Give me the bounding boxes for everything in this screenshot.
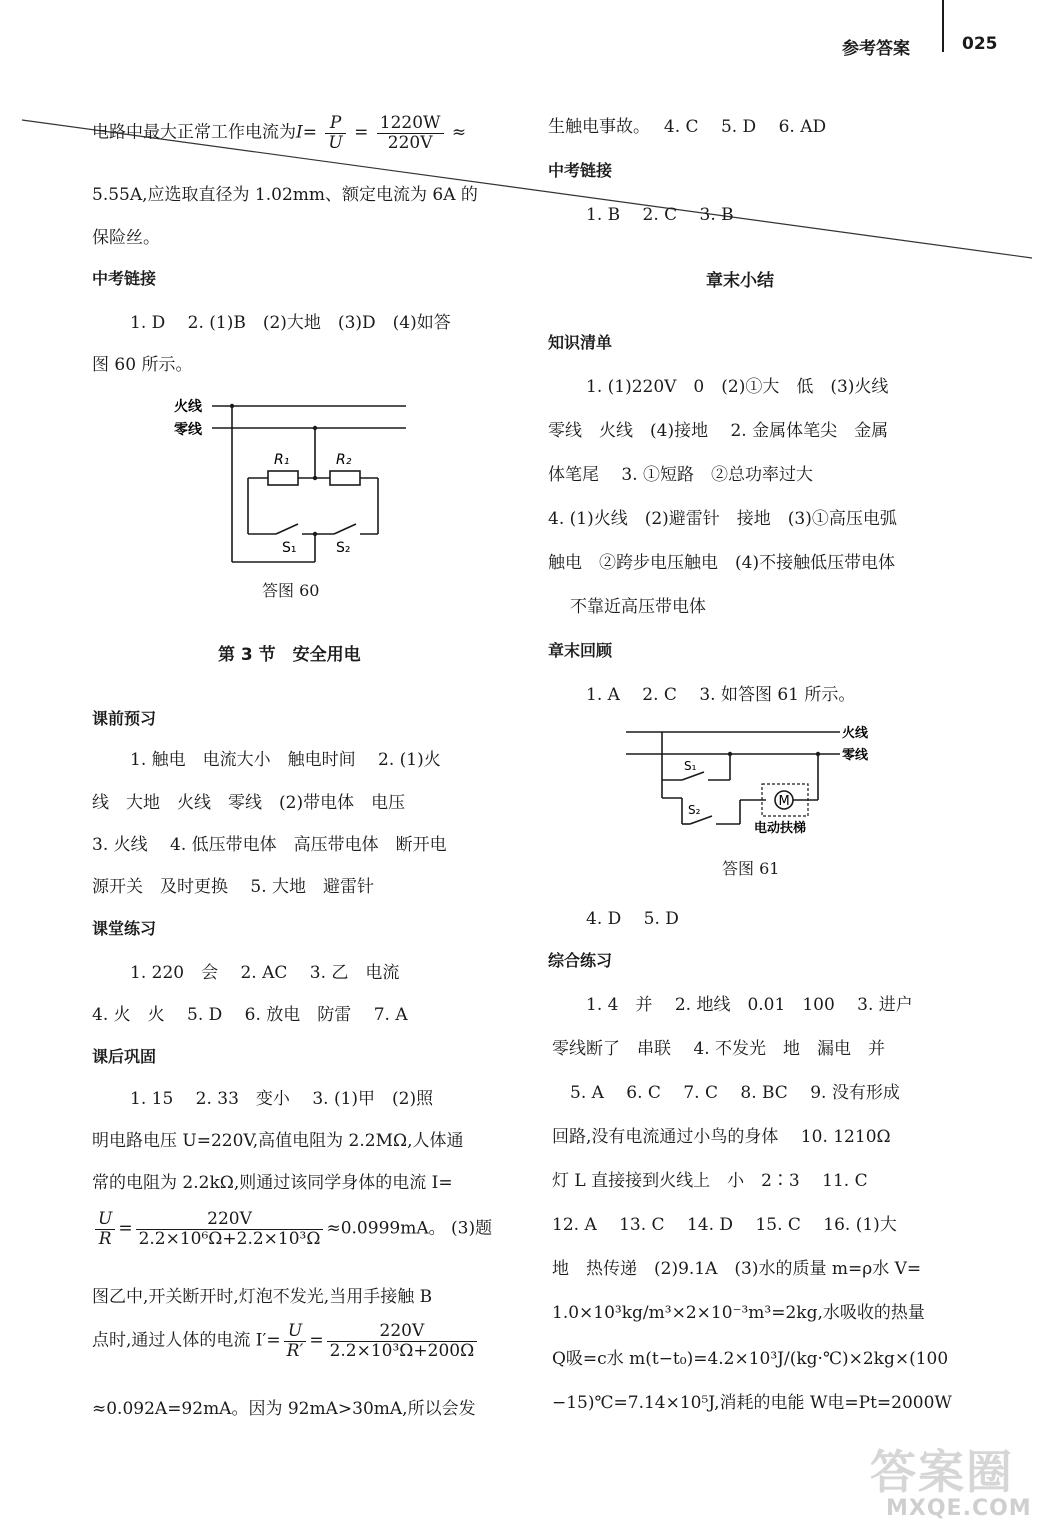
zonghe-line-2: 零线断了 串联 4. 不发光 地 漏电 并 (552, 1039, 886, 1059)
zhishi-line-2: 零线 火线 (4)接地 2. 金属体笔尖 金属 (548, 421, 889, 441)
kehou-line-4: $\frac{U}{R}$ = $\frac{220V}{\text{2.2×10⁶Ω+2.2×10³Ω}}$ ≈0.0999mA。 (3)题 (92, 1210, 492, 1248)
fig60-caption: 答图 60 (262, 581, 320, 600)
watermark-url: MXQE.COM (886, 1496, 1032, 1521)
zhishi-line-3: 体笔尾 3. ①短路 ②总功率过大 (548, 465, 814, 485)
zhishi-line-1: 1. (1)220V 0 (2)①大 低 (3)火线 (586, 377, 889, 397)
fig61-motor-symbol: M (778, 794, 790, 809)
fig61-motor-label: 电动扶梯 (754, 821, 807, 836)
heading-zhishi: 知识清单 (548, 333, 613, 352)
zhishi-line-5: 触电 ②跨步电压触电 (4)不接触低压带电体 (548, 553, 896, 573)
left-para-2: 5.55A,应选取直径为 1.02mm、额定电流为 6A 的 (92, 185, 478, 205)
fig60-label-r1: R₁ (274, 452, 290, 468)
fig61-label-s1: S₁ (684, 759, 697, 773)
zonghe-line-7: 地 热传递 (2)9.1A (3)水的质量 m=ρ水 V= (552, 1259, 922, 1279)
fig60-label-s2: S₂ (336, 540, 351, 556)
header-section-label: 参考答案 (842, 39, 910, 59)
fig60-label-s1: S₁ (282, 540, 297, 556)
left-para-1: 电路中最大正常工作电流为I= $\frac{P}{U}$ = $\frac{1220W}{220V}$ ≈ (92, 113, 467, 153)
ketang-line-1: 1. 220 会 2. AC 3. 乙 电流 (130, 963, 400, 983)
right-line-1: 生触电事故。 4. C 5. D 6. AD (548, 117, 827, 137)
zonghe-line-10: −15)℃=7.14×10⁵J,消耗的电能 W电=Pt=2000W (552, 1393, 952, 1413)
heading-kehou: 课后巩固 (92, 1047, 157, 1066)
fraction-220-over-resistance: $\frac{220V}{\text{2.2×10⁶Ω+2.2×10³Ω}}$ (136, 1210, 324, 1248)
zonghe-line-6: 12. A 13. C 14. D 15. C 16. (1)大 (552, 1215, 897, 1235)
kehou-line-2: 明电路电压 U=220V,高值电阻为 2.2MΩ,人体通 (92, 1131, 464, 1151)
kehou-line-5: 图乙中,开关断开时,灯泡不发光,当用手接触 B (92, 1287, 433, 1307)
zhishi-line-4: 4. (1)火线 (2)避雷针 接地 (3)①高压电弧 (548, 509, 897, 529)
fraction-1220-over-220: $\frac{1220W}{220V}$ (377, 114, 444, 152)
circuit-diagram-60 (160, 390, 420, 570)
keqian-line-1: 1. 触电 电流大小 触电时间 2. (1)火 (130, 750, 441, 770)
section-title-3: 第 3 节 安全用电 (218, 645, 361, 665)
heading-ketang: 课堂练习 (92, 919, 157, 938)
zonghe-line-5: 灯 L 直接接到火线上 小 2∶3 11. C (552, 1171, 868, 1191)
fig60-label-lingxian: 零线 (174, 422, 202, 438)
zonghe-line-4: 回路,没有电流通过小鸟的身体 10. 1210Ω (552, 1127, 891, 1147)
kehou-line-6: 点时,通过人体的电流 I′= $\frac{U}{R'}$ = $\frac{220V}{\text{2.2×10³Ω+200Ω}}$ (92, 1322, 480, 1360)
watermark-logo: 答案圈 (870, 1445, 1014, 1499)
zonghe-line-3: 5. A 6. C 7. C 8. BC 9. 没有形成 (570, 1083, 900, 1103)
fig61-label-s2: S₂ (688, 803, 701, 817)
heading-zhongkao-left: 中考链接 (92, 269, 157, 288)
zhongkao-left-line-2: 图 60 所示。 (92, 355, 193, 375)
zonghe-line-9: Q吸=c水 m(t−t₀)=4.2×10³J/(kg·℃)×2kg×(100 (552, 1349, 949, 1369)
fraction-p-over-u: $\frac{P}{U}$ (325, 114, 345, 152)
zonghe-line-1: 1. 4 并 2. 地线 0.01 100 3. 进户 (586, 995, 913, 1015)
circuit-diagram-61 (620, 718, 880, 838)
fig61-label-huoxian: 火线 (842, 726, 869, 741)
fraction-220-over-resistance-2: $\frac{220V}{\text{2.2×10³Ω+200Ω}}$ (327, 1322, 478, 1360)
fig61-caption: 答图 61 (722, 859, 780, 878)
keqian-line-2: 线 大地 火线 零线 (2)带电体 电压 (92, 793, 406, 813)
fraction-u-over-r: $\frac{U}{R}$ (95, 1210, 115, 1248)
kehou-line-3: 常的电阻为 2.2kΩ,则通过该同学身体的电流 I= (92, 1173, 453, 1193)
fraction-u-over-r-prime: $\frac{U}{R'}$ (284, 1322, 307, 1360)
left-para-3: 保险丝。 (92, 228, 160, 248)
header-page-number: 025 (962, 34, 998, 54)
heading-huigu: 章末回顾 (548, 641, 613, 660)
zonghe-line-8: 1.0×10³kg/m³×2×10⁻³m³=2kg,水吸收的热量 (552, 1303, 925, 1323)
zhishi-line-6: 不靠近高压带电体 (570, 597, 706, 617)
kehou-line-7: ≈0.092A=92mA。因为 92mA>30mA,所以会发 (92, 1399, 476, 1419)
heading-zonghe: 综合练习 (548, 951, 613, 970)
kehou-line-1: 1. 15 2. 33 变小 3. (1)甲 (2)照 (130, 1089, 434, 1109)
zhongkao-right-line: 1. B 2. C 3. B (586, 205, 734, 225)
heading-zhongkao-right: 中考链接 (548, 161, 613, 180)
heading-keqian: 课前预习 (92, 709, 157, 728)
huigu-line-2: 4. D 5. D (586, 909, 679, 929)
fig61-label-lingxian: 零线 (842, 748, 869, 763)
section-title-summary: 章末小结 (706, 271, 774, 291)
huigu-line-1: 1. A 2. C 3. 如答图 61 所示。 (586, 685, 856, 705)
keqian-line-3: 3. 火线 4. 低压带电体 高压带电体 断开电 (92, 835, 447, 855)
keqian-line-4: 源开关 及时更换 5. 大地 避雷针 (92, 877, 375, 897)
fig60-label-r2: R₂ (336, 452, 352, 468)
fig60-label-huoxian: 火线 (174, 399, 202, 415)
zhongkao-left-line-1: 1. D 2. (1)B (2)大地 (3)D (4)如答 (130, 313, 451, 333)
ketang-line-2: 4. 火 火 5. D 6. 放电 防雷 7. A (92, 1005, 408, 1025)
